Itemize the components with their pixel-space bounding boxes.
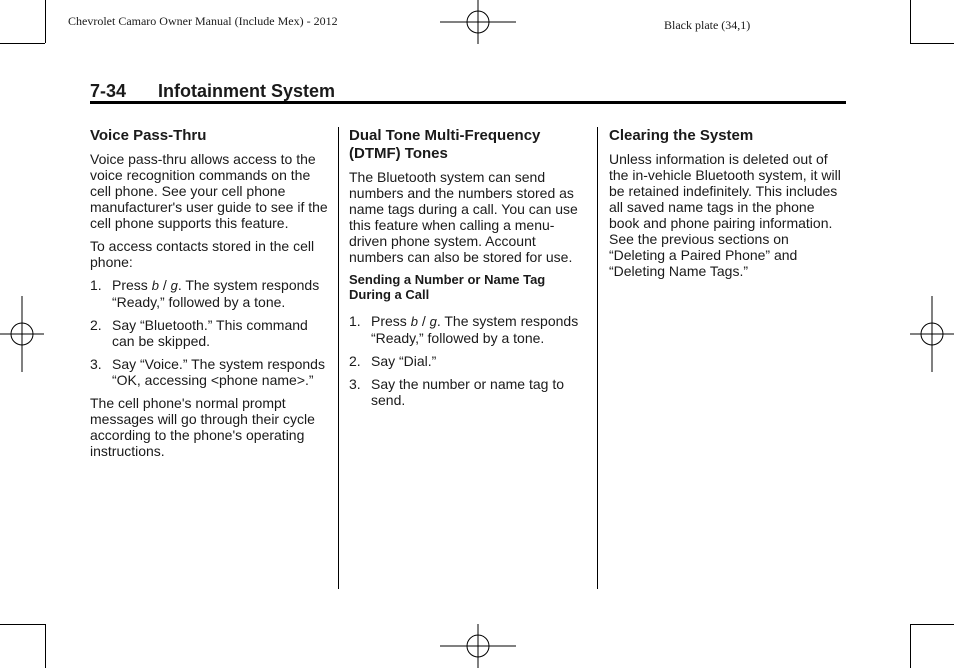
subheading-sending-number: Sending a Number or Name Tag During a Call bbox=[349, 272, 546, 302]
crop-mark-bottom-right-h bbox=[910, 624, 954, 625]
list-item bbox=[349, 353, 589, 369]
registration-mark-top bbox=[440, 0, 516, 44]
section-title: Infotainment System bbox=[158, 81, 336, 101]
crop-mark-top-left-v bbox=[45, 0, 46, 43]
crop-mark-top-right-v bbox=[910, 0, 911, 43]
list-item bbox=[90, 356, 330, 388]
step-text bbox=[112, 277, 330, 310]
step-rest-text: . The system responds “Ready,” followed by a tone. bbox=[371, 313, 579, 346]
step-press-text: Press bbox=[112, 277, 148, 293]
section-header bbox=[90, 79, 846, 105]
step-rest-text: . The system responds “Ready,” followed by a tone. bbox=[112, 277, 320, 310]
voice-icon: g bbox=[170, 278, 178, 293]
phone-icon: b bbox=[410, 314, 418, 329]
section-rule bbox=[90, 101, 846, 104]
phone-icon: b bbox=[151, 278, 159, 293]
list-item bbox=[349, 313, 589, 346]
list-item bbox=[90, 277, 330, 310]
step-number: 3. bbox=[90, 356, 102, 372]
step-number: 1. bbox=[90, 277, 102, 293]
heading-clearing-system: Clearing the System bbox=[609, 127, 754, 144]
voice-icon: g bbox=[429, 314, 437, 329]
heading-voice-pass-thru: Voice Pass-Thru bbox=[90, 127, 207, 144]
column-clearing-system bbox=[609, 127, 845, 286]
list-item bbox=[349, 376, 589, 408]
step-text bbox=[371, 313, 589, 346]
paragraph: The Bluetooth system can send numbers and the numbers stored as name tags during a call. You can use this feature when calling a menu-driven phone system. Account numbers can also be stored for use. bbox=[349, 169, 578, 265]
paragraph: The cell phone's normal prompt messages will go through their cycle according to the phone's operating instructions. bbox=[90, 395, 315, 459]
crop-mark-bottom-left-v bbox=[45, 624, 46, 668]
step-number: 3. bbox=[349, 376, 361, 392]
column-voice-pass-thru bbox=[90, 127, 330, 466]
heading-dtmf-tones: Dual Tone Multi-Frequency (DTMF) Tones bbox=[349, 127, 541, 162]
crop-mark-top-right-h bbox=[910, 43, 954, 44]
plate-label: Black plate (34,1) bbox=[664, 18, 751, 32]
paragraph: To access contacts stored in the cell phone: bbox=[90, 238, 315, 270]
crop-mark-bottom-left-h bbox=[0, 624, 45, 625]
step-number: 2. bbox=[90, 317, 102, 333]
column-divider-2 bbox=[597, 127, 598, 589]
steps-list bbox=[90, 277, 330, 388]
step-text: Say the number or name tag to send. bbox=[371, 376, 564, 408]
crop-mark-bottom-right-v bbox=[910, 624, 911, 668]
step-number: 1. bbox=[349, 313, 361, 329]
step-number: 2. bbox=[349, 353, 361, 369]
step-press-text: Press bbox=[371, 313, 407, 329]
column-divider-1 bbox=[338, 127, 339, 589]
crop-mark-top-left-h bbox=[0, 43, 45, 44]
list-item bbox=[90, 317, 330, 349]
paragraph: Voice pass-thru allows access to the voice recognition commands on the cell phone. See your cell phone manufacturer's user guide to see if the cell phone supports this feature. bbox=[90, 151, 328, 231]
column-dtmf-tones bbox=[349, 127, 589, 415]
step-text: Say “Bluetooth.” This command can be skipped. bbox=[112, 317, 308, 349]
registration-mark-left bbox=[0, 296, 44, 372]
step-separator: / bbox=[162, 277, 167, 293]
step-text: Say “Dial.” bbox=[371, 353, 437, 369]
step-separator: / bbox=[421, 313, 426, 329]
registration-mark-bottom bbox=[440, 624, 516, 668]
step-text: Say “Voice.” The system responds “OK, accessing <phone name>.” bbox=[112, 356, 325, 388]
steps-list bbox=[349, 313, 589, 408]
paragraph: Unless information is deleted out of the in-vehicle Bluetooth system, it will be retained indefinitely. This includes all saved name tags in the phone book and phone pairing information. See the previous sections on “Deleting a Paired Phone” and “Deleting Name Tags.” bbox=[609, 151, 841, 279]
manual-title: Chevrolet Camaro Owner Manual (Include Mex) - 2012 bbox=[68, 14, 338, 28]
registration-mark-right bbox=[910, 296, 954, 372]
page-number: 7-34 bbox=[90, 81, 127, 101]
